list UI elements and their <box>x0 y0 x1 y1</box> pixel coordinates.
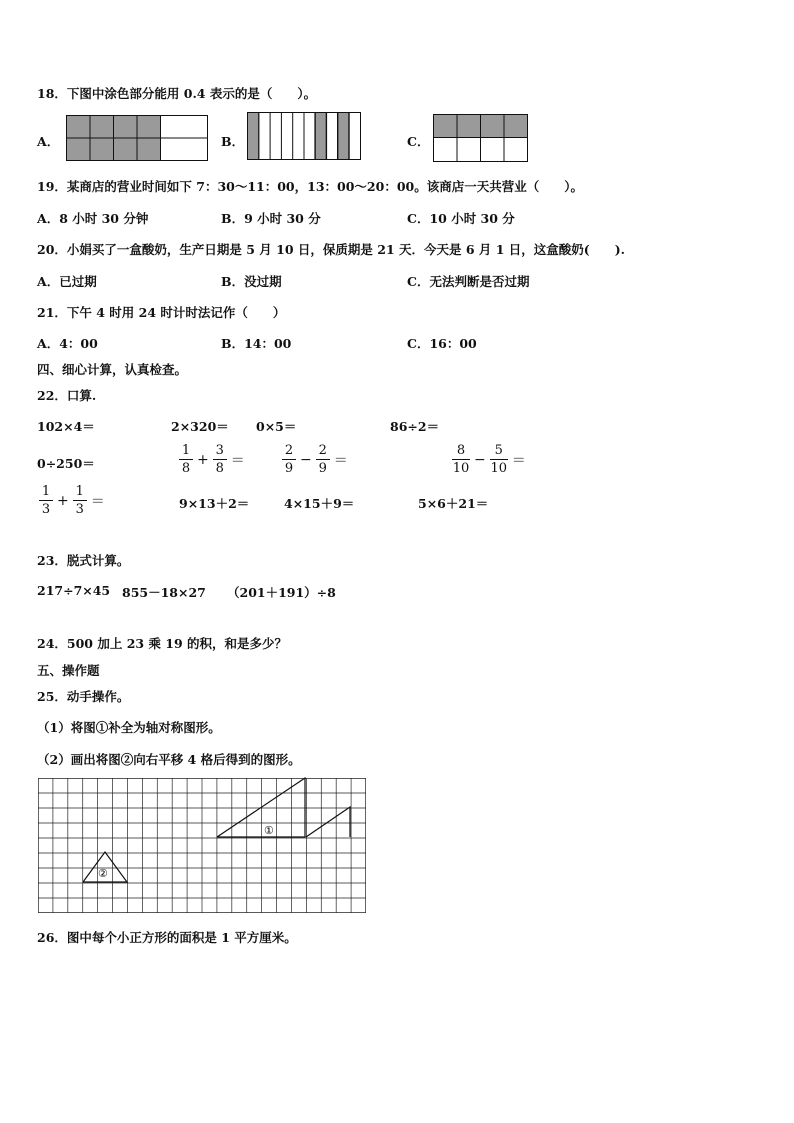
q22-calc-8: 5×6＋21＝ <box>418 496 489 511</box>
q19-option-c[interactable]: C．10 小时 30 分 <box>407 211 515 226</box>
q22-calc-3: 0×5＝ <box>256 419 297 434</box>
section-5-heading: 五、操作题 <box>37 663 100 678</box>
q21-option-c[interactable]: C．16：00 <box>407 336 477 351</box>
q22-stem: 22．口算. <box>37 388 97 403</box>
grid-lines <box>38 778 366 913</box>
q22-calc-7: 4×15＋9＝ <box>284 496 355 511</box>
q18-option-b-label[interactable]: B． <box>221 134 245 149</box>
figure-2-label: ② <box>98 867 108 880</box>
q18-option-a-figure <box>66 115 208 161</box>
q25-stem: 25．动手操作。 <box>37 689 130 704</box>
q20-option-a[interactable]: A．已过期 <box>37 274 97 289</box>
q22-calc-4: 86÷2＝ <box>390 419 440 434</box>
q22-fraction-calc-3: 8 10 − 5 10 ＝ <box>452 443 526 476</box>
section-4-heading: 四、细心计算，认真检查。 <box>37 362 188 377</box>
q22-calc-6: 9×13＋2＝ <box>179 496 250 511</box>
q18-stem: 18．下图中涂色部分能用 0.4 表示的是（ ）。 <box>37 86 317 101</box>
q19-stem: 19．某商店的营业时间如下 7：30～11：00，13：00～20：00。该商店一天共营业（ ）。 <box>37 179 583 194</box>
q26-stem: 26．图中每个小正方形的面积是 1 平方厘米。 <box>37 930 297 945</box>
q19-option-b[interactable]: B．9 小时 30 分 <box>221 211 321 226</box>
q18-option-c-figure <box>433 114 528 162</box>
q23-stem: 23．脱式计算。 <box>37 553 130 568</box>
q21-stem: 21．下午 4 时用 24 时计时法记作（ ） <box>37 305 286 320</box>
q20-option-c[interactable]: C．无法判断是否过期 <box>407 274 530 289</box>
q21-option-a[interactable]: A．4：00 <box>37 336 98 351</box>
q20-option-b[interactable]: B．没过期 <box>221 274 282 289</box>
q23-item-3: （201＋191）÷8 <box>227 585 336 600</box>
q22-fraction-calc-4: 1 3 + 1 3 ＝ <box>37 483 107 518</box>
q22-calc-5: 0÷250＝ <box>37 456 95 471</box>
q25-part-2: （2）画出将图②向右平移 4 格后得到的图形。 <box>37 752 301 767</box>
q22-fraction-calc-2: 2 9 − 2 9 ＝ <box>280 442 350 477</box>
q25-part-1: （1）将图①补全为轴对称图形。 <box>37 720 221 735</box>
q18-option-a-label[interactable]: A． <box>37 134 60 149</box>
q22-calc-1: 102×4＝ <box>37 419 95 434</box>
q18-option-b-figure <box>247 112 361 160</box>
q23-item-1: 217÷7×45 <box>37 583 111 598</box>
q23-item-2: 855－18×27 <box>122 585 206 600</box>
q20-stem: 20．小娟买了一盒酸奶，生产日期是 5 月 10 日，保质期是 21 天．今天是 6 月 1 日，这盒酸奶( ). <box>37 242 625 257</box>
figure-1-triangle-small <box>306 807 350 837</box>
q19-option-a[interactable]: A．8 小时 30 分钟 <box>37 211 149 226</box>
q24-stem: 24．500 加上 23 乘 19 的积，和是多少？ <box>37 636 288 651</box>
q21-option-b[interactable]: B．14：00 <box>221 336 292 351</box>
figure-1-label: ① <box>264 824 274 837</box>
q22-fraction-calc-1: 1 8 + 3 8 ＝ <box>177 442 247 477</box>
q25-grid-figure[interactable] <box>38 778 366 913</box>
q22-calc-2: 2×320＝ <box>171 419 229 434</box>
q18-option-c-label[interactable]: C． <box>407 134 430 149</box>
